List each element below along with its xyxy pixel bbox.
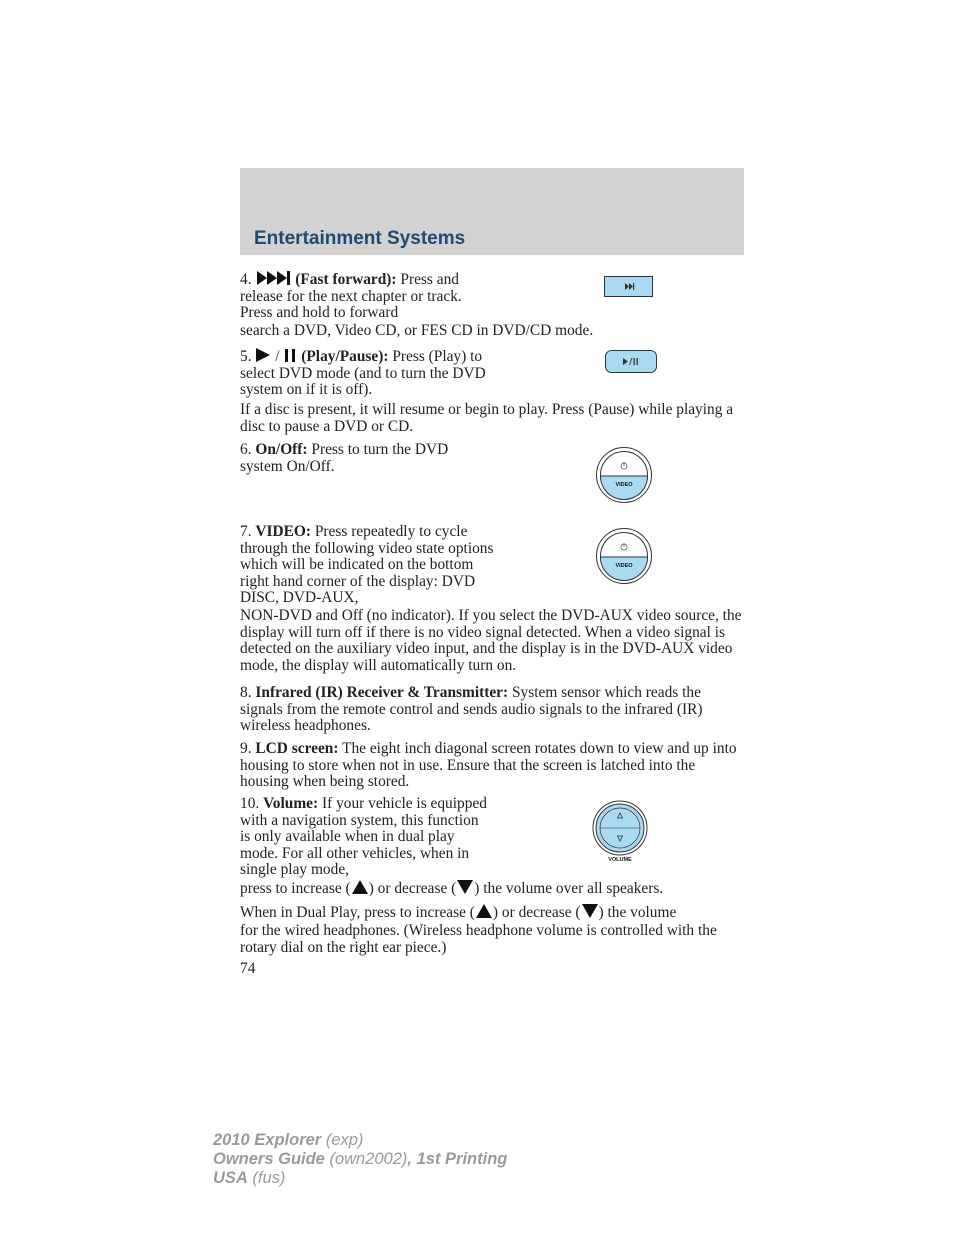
text: ) or decrease (: [368, 880, 457, 897]
fast-forward-icon: [255, 270, 291, 286]
item-text: Press and release for the next chapter or track. Press and hold to forward: [240, 271, 462, 322]
volume-button: [591, 800, 649, 870]
text: ) the volume: [598, 904, 677, 921]
video-button: [595, 446, 653, 508]
video-button-label: VIDEO: [615, 563, 633, 569]
item-text: Press repeatedly to cycle through the following video state options which will be indicated on the bottom right hand corner of the display: DVD DISC, DVD-AUX,: [240, 523, 494, 607]
play-icon: [255, 347, 271, 363]
skip-next-button: [604, 276, 653, 301]
section-title: Entertainment Systems: [254, 228, 466, 249]
text: When in Dual Play, press to increase (: [240, 904, 475, 921]
footer-text: Owners Guide: [213, 1150, 325, 1168]
power-icon: [595, 527, 653, 585]
volume-button-label: VOLUME: [608, 857, 632, 863]
triangle-down-icon: [581, 903, 599, 919]
volume-line-3: for the wired headphones. (Wireless headphone volume is controlled with the rotary dial on the right ear piece.): [240, 922, 717, 956]
item-text: The eight inch diagonal screen rotates down to view and up into housing to store when not in use. Ensure that the screen is latched into the housing when being stored.: [240, 740, 737, 791]
item-play-pause: [240, 347, 495, 399]
item-label: On/Off:: [255, 441, 308, 458]
play-pause-icon: [605, 350, 657, 373]
item-number: 10.: [240, 795, 260, 812]
item-volume: [240, 796, 488, 879]
volume-dial: [591, 800, 649, 866]
footer-line-1: [213, 1131, 507, 1150]
text: ) the volume over all speakers.: [474, 880, 664, 897]
item-label: VIDEO:: [255, 523, 311, 540]
text: press to increase (: [240, 880, 351, 897]
section-header: [240, 168, 744, 255]
item-text: Press to turn the DVD system On/Off.: [240, 441, 449, 475]
separator: /: [275, 348, 280, 365]
footer-text: USA: [213, 1169, 248, 1187]
volume-line-1: [240, 879, 746, 898]
footer-line-3: [213, 1169, 507, 1188]
item-number: 4.: [240, 271, 252, 288]
pause-icon: [283, 347, 297, 363]
item-video-cont: NON-DVD and Off (no indicator). If you select the DVD-AUX video source, the display will turn off if there is no video signal detected. When a video signal is detected on the auxiliary video input, and the display is in the DVD-AUX video mode, the display will automatically turn on.: [240, 607, 742, 674]
item-label: (Play/Pause):: [301, 348, 389, 365]
footer-line-2: [213, 1150, 507, 1169]
item-video: [240, 524, 495, 607]
triangle-up-icon: [475, 903, 493, 919]
item-number: 9.: [240, 740, 252, 757]
item-text: System sensor which reads the signals from the remote control and sends audio signals to the infrared (IR) wireless headphones.: [240, 684, 703, 735]
footer-text: , 1st Printing: [407, 1150, 508, 1168]
item-label: (Fast forward):: [295, 271, 397, 288]
item-label: LCD screen:: [255, 740, 339, 757]
item-on-off: [240, 442, 480, 475]
power-icon: [595, 446, 653, 504]
text: ) or decrease (: [492, 904, 581, 921]
item-number: 8.: [240, 684, 252, 701]
item-text: If your vehicle is equipped with a navigation system, this function is only available when in dual play mode. For all other vehicles, when in single play mode,: [240, 795, 487, 879]
item-fast-forward-cont: search a DVD, Video CD, or FES CD in DVD/CD mode.: [240, 322, 594, 339]
page-number: 74: [240, 960, 256, 977]
item-infrared: [240, 685, 746, 735]
video-button-label: VIDEO: [615, 482, 633, 488]
item-number: 7.: [240, 523, 252, 540]
footer-text: (own2002): [324, 1150, 408, 1168]
triangle-up-icon: [351, 879, 369, 895]
item-label: Volume:: [263, 795, 319, 812]
footer: [213, 1131, 507, 1188]
footer-text: (exp): [321, 1131, 364, 1149]
item-number: 5.: [240, 348, 252, 365]
item-lcd-screen: [240, 741, 746, 791]
volume-line-2: [240, 903, 746, 922]
item-label: Infrared (IR) Receiver & Transmitter:: [255, 684, 509, 701]
skip-next-icon: [604, 276, 653, 297]
video-button-2: [595, 527, 653, 589]
triangle-down-icon: [456, 879, 474, 895]
footer-text: (fus): [247, 1169, 286, 1187]
item-play-pause-cont: If a disc is present, it will resume or begin to play. Press (Pause) while playing a disc to pause a DVD or CD.: [240, 401, 734, 435]
item-fast-forward: [240, 270, 495, 322]
footer-text: 2010 Explorer: [213, 1131, 322, 1149]
play-pause-button: [605, 350, 657, 377]
item-text: Press (Play) to select DVD mode (and to turn the DVD system on if it is off).: [240, 348, 486, 399]
item-number: 6.: [240, 441, 252, 458]
